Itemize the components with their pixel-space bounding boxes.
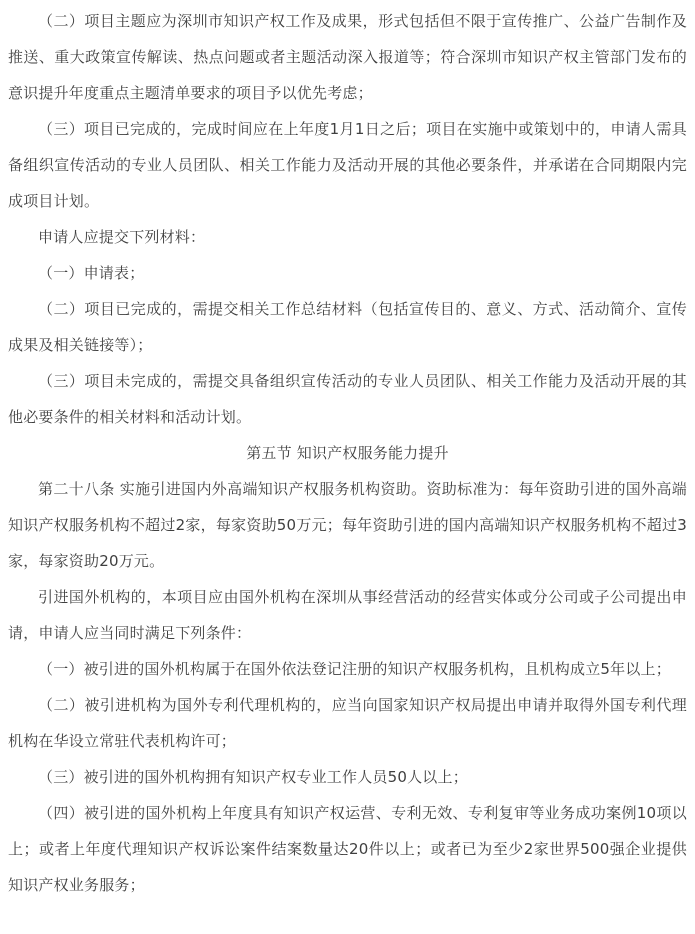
paragraph: （三）项目已完成的，完成时间应在上年度1月1日之后；项目在实施中或策划中的，申请人需具备组织宣传活动的专业人员团队、相关工作能力及活动开展的其他必要条件，并承诺在合同期限内完成项目计划。 — [8, 120, 687, 210]
section-heading: 第五节 知识产权服务能力提升 — [246, 444, 449, 462]
paragraph: 引进国外机构的，本项目应由国外机构在深圳从事经营活动的经营实体或分公司或子公司提出申请，申请人应当同时满足下列条件： — [8, 588, 687, 642]
paragraph: 申请人应提交下列材料： — [38, 228, 206, 246]
paragraph: （二）项目主题应为深圳市知识产权工作及成果，形式包括但不限于宣传推广、公益广告制作及推送、重大政策宣传解读、热点问题或者主题活动深入报道等；符合深圳市知识产权主管部门发布的意识提升年度重点主题清单要求的项目予以优先考虑； — [8, 12, 687, 102]
paragraph: （四）被引进的国外机构上年度具有知识产权运营、专利无效、专利复审等业务成功案例10项以上；或者上年度代理知识产权诉讼案件结案数量达20件以上；或者已为至少2家世界500强企业提供知识产权业务服务； — [8, 804, 687, 894]
paragraph: （二）被引进机构为国外专利代理机构的，应当向国家知识产权局提出申请并取得外国专利代理机构在华设立常驻代表机构许可； — [8, 696, 687, 750]
paragraph: （一）被引进的国外机构属于在国外依法登记注册的知识产权服务机构，且机构成立5年以上； — [38, 660, 671, 678]
paragraph: （一）申请表； — [38, 264, 145, 282]
paragraph: （二）项目已完成的，需提交相关工作总结材料（包括宣传目的、意义、方式、活动简介、宣传成果及相关链接等）； — [8, 300, 687, 354]
paragraph: （三）项目未完成的，需提交具备组织宣传活动的专业人员团队、相关工作能力及活动开展的其他必要条件的相关材料和活动计划。 — [8, 372, 687, 426]
paragraph: （三）被引进的国外机构拥有知识产权专业工作人员50人以上； — [38, 768, 468, 786]
article-paragraph: 第二十八条 实施引进国内外高端知识产权服务机构资助。资助标准为：每年资助引进的国外高端知识产权服务机构不超过2家，每家资助50万元；每年资助引进的国内高端知识产权服务机构不超过3家，每家资助20万元。 — [8, 480, 687, 570]
